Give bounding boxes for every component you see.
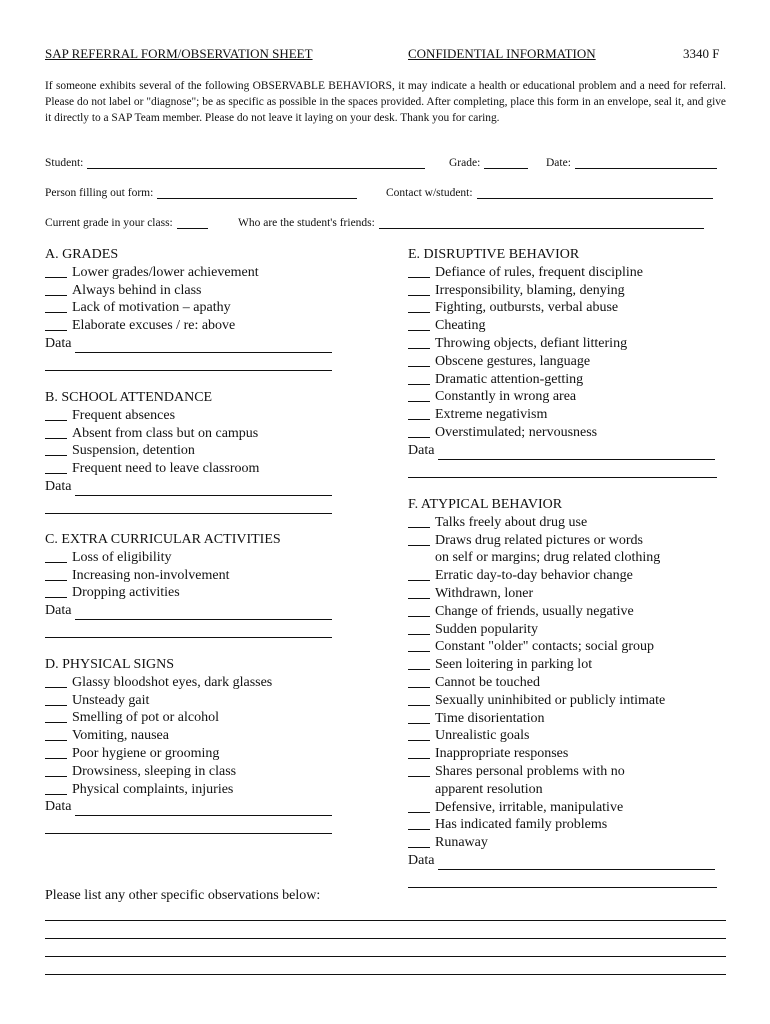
- item-label: Inappropriate responses: [435, 746, 569, 762]
- section-title: A. GRADES: [45, 247, 119, 262]
- checklist-item[interactable]: [45, 781, 345, 799]
- checklist-item[interactable]: [408, 638, 728, 656]
- observation-line[interactable]: [45, 956, 726, 957]
- item-label: Withdrawn, loner: [435, 585, 534, 601]
- checklist-item[interactable]: [408, 388, 728, 406]
- check-blank[interactable]: [408, 282, 430, 296]
- checklist-item[interactable]: [45, 442, 345, 460]
- checklist-item[interactable]: [45, 692, 345, 710]
- data-extra-line[interactable]: [45, 496, 332, 514]
- section-grades: [45, 246, 345, 371]
- item-label: Frequent need to leave classroom: [72, 461, 260, 477]
- item-label: Lack of motivation – apathy: [72, 300, 231, 316]
- observation-line[interactable]: [45, 974, 726, 975]
- item-label: Change of friends, usually negative: [435, 603, 634, 619]
- section-title: B. SCHOOL ATTENDANCE: [45, 390, 213, 405]
- person-input-line[interactable]: [157, 186, 357, 199]
- checklist-item[interactable]: [45, 460, 345, 478]
- check-blank[interactable]: [408, 264, 430, 278]
- item-label: Physical complaints, injuries: [72, 781, 234, 797]
- data-field[interactable]: [45, 478, 345, 496]
- check-blank[interactable]: [408, 710, 430, 724]
- friends-label: Who are the student's friends:: [238, 217, 375, 229]
- item-continuation: on self or margins; drug related clothing: [435, 550, 661, 566]
- item-label: Defensive, irritable, manipulative: [435, 799, 624, 815]
- check-blank[interactable]: [45, 407, 67, 421]
- form-title: SAP REFERRAL FORM/OBSERVATION SHEET: [45, 46, 313, 61]
- item-label: Lower grades/lower achievement: [72, 264, 259, 280]
- date-input-line[interactable]: [575, 156, 717, 169]
- check-blank[interactable]: [408, 371, 430, 385]
- section-physical-signs: [45, 656, 345, 834]
- data-label: Data: [45, 335, 72, 351]
- item-label: Sudden popularity: [435, 621, 539, 637]
- item-label: Talks freely about drug use: [435, 514, 588, 530]
- person-label: Person filling out form:: [45, 187, 154, 199]
- checklist-item[interactable]: [408, 816, 728, 834]
- data-input-line[interactable]: [75, 802, 332, 816]
- contact-field[interactable]: [386, 186, 713, 199]
- item-label: Runaway: [435, 835, 488, 851]
- check-blank[interactable]: [408, 603, 430, 617]
- item-label: Seen loitering in parking lot: [435, 657, 593, 673]
- item-label: Sexually uninhibited or publicly intimate: [435, 692, 666, 708]
- data-field[interactable]: [45, 798, 345, 816]
- check-blank[interactable]: [45, 299, 67, 313]
- data-input-line[interactable]: [438, 446, 715, 460]
- student-input-line[interactable]: [87, 156, 425, 169]
- item-label: Defiance of rules, frequent discipline: [435, 264, 643, 280]
- checklist-item[interactable]: [408, 656, 728, 674]
- item-label: Poor hygiene or grooming: [72, 745, 220, 761]
- checklist-item[interactable]: [45, 674, 345, 692]
- check-blank[interactable]: [408, 406, 430, 420]
- item-label: Cheating: [435, 318, 486, 334]
- checklist-item[interactable]: [408, 621, 728, 639]
- item-label: Unrealistic goals: [435, 728, 530, 744]
- check-blank[interactable]: [408, 727, 430, 741]
- item-label: Frequent absences: [72, 407, 176, 423]
- data-input-line[interactable]: [75, 339, 332, 353]
- check-blank[interactable]: [408, 585, 430, 599]
- checklist-item[interactable]: [408, 567, 728, 585]
- item-label: Drowsiness, sleeping in class: [72, 763, 237, 779]
- check-blank[interactable]: [408, 745, 430, 759]
- check-blank[interactable]: [45, 264, 67, 278]
- other-observations-label: Please list any other specific observations below:: [45, 888, 321, 903]
- friends-field[interactable]: [238, 216, 704, 229]
- current-grade-field[interactable]: [45, 216, 208, 229]
- item-label: Irresponsibility, blaming, denying: [435, 282, 625, 298]
- section-title: F. ATYPICAL BEHAVIOR: [408, 497, 563, 512]
- section-disruptive-behavior: [408, 246, 728, 478]
- check-blank[interactable]: [408, 656, 430, 670]
- grade-field[interactable]: [449, 156, 528, 169]
- observation-line[interactable]: [45, 938, 726, 939]
- check-blank[interactable]: [408, 674, 430, 688]
- check-blank[interactable]: [408, 834, 430, 848]
- check-blank[interactable]: [408, 532, 430, 546]
- item-label: Fighting, outbursts, verbal abuse: [435, 300, 619, 316]
- check-blank[interactable]: [408, 621, 430, 635]
- item-label: Constant "older" contacts; social group: [435, 639, 655, 655]
- checklist-item[interactable]: [45, 584, 345, 602]
- check-blank[interactable]: [45, 709, 67, 723]
- checklist-item[interactable]: [408, 532, 728, 550]
- checklist-item[interactable]: [45, 727, 345, 745]
- check-blank[interactable]: [45, 674, 67, 688]
- item-label: Throwing objects, defiant littering: [435, 335, 628, 351]
- check-blank[interactable]: [45, 692, 67, 706]
- current-grade-input-line[interactable]: [177, 216, 208, 229]
- check-blank[interactable]: [408, 317, 430, 331]
- checklist-item[interactable]: [408, 745, 728, 763]
- checklist-item[interactable]: [408, 317, 728, 335]
- section-title: E. DISRUPTIVE BEHAVIOR: [408, 247, 580, 262]
- data-extra-line[interactable]: [408, 870, 717, 888]
- item-label: Cannot be touched: [435, 674, 540, 690]
- data-field[interactable]: [408, 852, 728, 870]
- item-label: Dramatic attention-getting: [435, 371, 584, 387]
- checklist-item[interactable]: [408, 299, 728, 317]
- date-label: Date:: [546, 157, 571, 169]
- contact-label: Contact w/student:: [386, 187, 473, 199]
- item-label: Has indicated family problems: [435, 817, 608, 833]
- instructions-paragraph: If someone exhibits several of the following OBSERVABLE BEHAVIORS, it may indicate a health or educational problem and a need for referral. Please do not label or "diagnose"; be as specific as possible in the spaces provided. After completing, place this form in an envelope, seal it, and give it directly to a SAP Team member. Please do not leave it laying on your desk. Thank you for caring.: [45, 80, 726, 124]
- check-blank[interactable]: [408, 353, 430, 367]
- data-extra-line[interactable]: [45, 353, 332, 371]
- confidential-label: CONFIDENTIAL INFORMATION: [408, 46, 596, 61]
- checklist-item[interactable]: [45, 317, 345, 335]
- item-label: Unsteady gait: [72, 692, 150, 708]
- checklist-item[interactable]: [45, 709, 345, 727]
- item-continuation: apparent resolution: [435, 781, 543, 797]
- check-blank[interactable]: [45, 442, 67, 456]
- student-label: Student:: [45, 157, 84, 169]
- friends-input-line[interactable]: [379, 216, 704, 229]
- item-label: Glassy bloodshot eyes, dark glasses: [72, 674, 273, 690]
- check-blank[interactable]: [408, 299, 430, 313]
- checklist-item[interactable]: [45, 745, 345, 763]
- section-atypical-behavior: [408, 496, 728, 888]
- item-label: Constantly in wrong area: [435, 389, 577, 405]
- check-blank[interactable]: [45, 567, 67, 581]
- item-label: Erratic day-to-day behavior change: [435, 568, 633, 584]
- data-extra-line[interactable]: [45, 620, 332, 638]
- checklist-item[interactable]: [408, 585, 728, 603]
- data-extra-line[interactable]: [408, 460, 717, 478]
- current-grade-label: Current grade in your class:: [45, 217, 173, 229]
- item-label: Loss of eligibility: [72, 549, 172, 565]
- data-extra-line[interactable]: [45, 816, 332, 834]
- checklist-item[interactable]: [45, 549, 345, 567]
- check-blank[interactable]: [45, 282, 67, 296]
- item-label: Draws drug related pictures or words: [435, 532, 643, 548]
- checklist-item[interactable]: [45, 567, 345, 585]
- check-blank[interactable]: [408, 692, 430, 706]
- item-label: Increasing non-involvement: [72, 567, 230, 583]
- data-label: Data: [408, 442, 435, 458]
- checklist-item[interactable]: [408, 799, 728, 817]
- checklist-item[interactable]: [408, 763, 728, 781]
- check-blank[interactable]: [45, 584, 67, 598]
- data-field[interactable]: [45, 335, 345, 353]
- item-label: Shares personal problems with no: [435, 763, 625, 779]
- data-label: Data: [45, 799, 72, 815]
- checklist-item[interactable]: [408, 514, 728, 532]
- check-blank[interactable]: [408, 799, 430, 813]
- data-label: Data: [45, 603, 72, 619]
- form-number: 3340 F: [683, 46, 720, 61]
- checklist-item[interactable]: [45, 407, 345, 425]
- item-label: Suspension, detention: [72, 443, 195, 459]
- observation-line[interactable]: [45, 920, 726, 921]
- check-blank[interactable]: [408, 335, 430, 349]
- checklist-item[interactable]: [408, 674, 728, 692]
- checklist-item[interactable]: [408, 424, 728, 442]
- checklist-item[interactable]: [408, 603, 728, 621]
- check-blank[interactable]: [408, 388, 430, 402]
- check-blank[interactable]: [408, 424, 430, 438]
- data-label: Data: [45, 478, 72, 494]
- contact-input-line[interactable]: [477, 186, 713, 199]
- item-label: Time disorientation: [435, 710, 545, 726]
- student-field[interactable]: [45, 156, 425, 169]
- checklist-item[interactable]: [408, 335, 728, 353]
- check-blank[interactable]: [45, 781, 67, 795]
- checklist-item[interactable]: [408, 282, 728, 300]
- item-label: Smelling of pot or alcohol: [72, 710, 219, 726]
- check-blank[interactable]: [45, 763, 67, 777]
- item-label: Overstimulated; nervousness: [435, 424, 598, 440]
- person-field[interactable]: [45, 186, 357, 199]
- section-school-attendance: [45, 389, 345, 514]
- data-input-line[interactable]: [75, 606, 332, 620]
- checklist-item[interactable]: [408, 710, 728, 728]
- check-blank[interactable]: [45, 549, 67, 563]
- checklist-item[interactable]: [408, 727, 728, 745]
- section-extra-curricular: [45, 531, 345, 638]
- check-blank[interactable]: [408, 514, 430, 528]
- check-blank[interactable]: [408, 638, 430, 652]
- section-title: D. PHYSICAL SIGNS: [45, 657, 175, 672]
- checklist-item[interactable]: [45, 282, 345, 300]
- checklist-item[interactable]: [408, 834, 728, 852]
- data-field[interactable]: [408, 442, 728, 460]
- checklist-item[interactable]: [45, 299, 345, 317]
- checklist-item[interactable]: [45, 763, 345, 781]
- item-label: Elaborate excuses / re: above: [72, 318, 236, 334]
- check-blank[interactable]: [45, 460, 67, 474]
- item-label: Extreme negativism: [435, 407, 548, 423]
- checklist-item[interactable]: [408, 353, 728, 371]
- checklist-item[interactable]: [408, 264, 728, 282]
- data-input-line[interactable]: [438, 856, 715, 870]
- data-label: Data: [408, 852, 435, 868]
- item-label: Dropping activities: [72, 585, 180, 601]
- check-blank[interactable]: [45, 745, 67, 759]
- check-blank[interactable]: [45, 727, 67, 741]
- checklist-item[interactable]: [45, 264, 345, 282]
- item-label: Vomiting, nausea: [72, 728, 169, 744]
- item-label: Absent from class but on campus: [72, 425, 259, 441]
- check-blank[interactable]: [45, 425, 67, 439]
- item-label: Always behind in class: [72, 282, 202, 298]
- checklist-item[interactable]: [408, 692, 728, 710]
- check-blank[interactable]: [45, 317, 67, 331]
- date-field[interactable]: [546, 156, 717, 169]
- grade-label: Grade:: [449, 157, 481, 169]
- data-input-line[interactable]: [75, 482, 332, 496]
- grade-input-line[interactable]: [484, 156, 528, 169]
- checklist-item[interactable]: [45, 425, 345, 443]
- data-field[interactable]: [45, 602, 345, 620]
- section-title: C. EXTRA CURRICULAR ACTIVITIES: [45, 532, 281, 547]
- item-label: Obscene gestures, language: [435, 353, 591, 369]
- check-blank[interactable]: [408, 816, 430, 830]
- checklist-item[interactable]: [408, 406, 728, 424]
- checklist-item[interactable]: [408, 371, 728, 389]
- check-blank[interactable]: [408, 567, 430, 581]
- check-blank[interactable]: [408, 763, 430, 777]
